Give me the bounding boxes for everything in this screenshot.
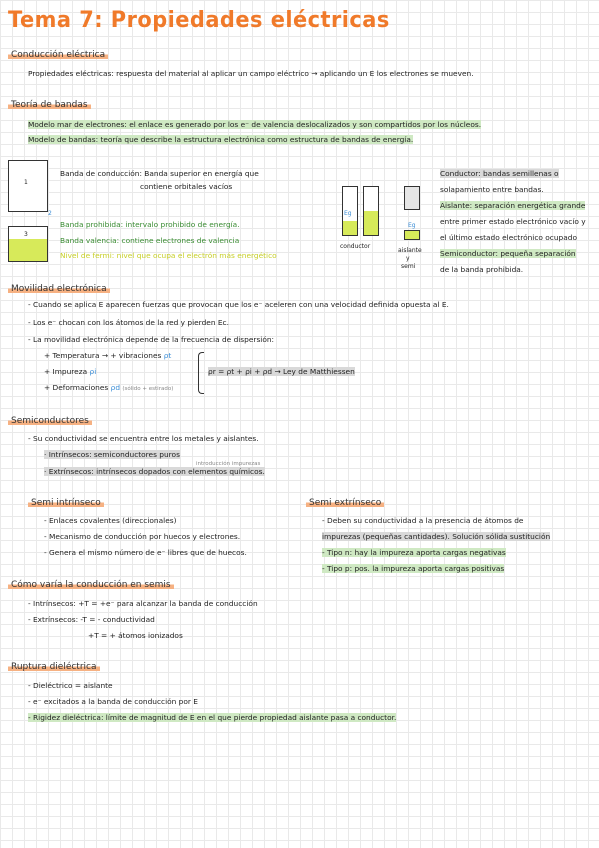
conductor-band-2-fill xyxy=(364,211,378,235)
intrinseco-line-1: - Enlaces covalentes (direccionales) xyxy=(44,516,177,525)
movilidad-line-3: - La movilidad electrónica depende de la frecuencia de dispersión: xyxy=(28,335,275,344)
label-semi: semi xyxy=(401,263,416,270)
extrinseco-line-2: impurezas (pequeñas cantidades). Solución sólida sustitución xyxy=(322,532,551,541)
bc-text: Banda de conducción: Banda superior en energía que xyxy=(60,169,259,178)
heading-semiconductores: Semiconductores xyxy=(8,416,92,426)
heading-movilidad: Movilidad electrónica xyxy=(8,284,110,294)
label-aislante: aislante xyxy=(398,247,422,254)
aislante-band-bottom xyxy=(404,230,420,240)
band-box-conduction xyxy=(8,160,48,212)
aislante-def-3: el último estado electrónico ocupado xyxy=(440,233,577,242)
ruptura-line-1: - Dieléctrico = aislante xyxy=(28,681,113,690)
valence-fill xyxy=(9,239,47,261)
semi-line-3: · Extrínsecos: intrínsecos dopados con elementos químicos. xyxy=(44,467,265,476)
matthiessen-law: ρr = ρt + ρi + ρd → Ley de Matthiessen xyxy=(208,367,355,376)
band-box-valence xyxy=(8,226,48,262)
band-box-label-1: 1 xyxy=(24,179,28,186)
semi-def-2: de la banda prohibida. xyxy=(440,265,524,274)
varia-line-2: - Extrínsecos: -T = - conductividad xyxy=(28,615,155,624)
conductor-def-2: solapamiento entre bandas. xyxy=(440,185,544,194)
bv-text: Banda valencia: contiene electrones de valencia xyxy=(60,236,240,245)
movilidad-item-deform: + Deformaciones ρd (sólido + estirado) xyxy=(44,383,174,392)
ruptura-line-3: - Rigidez dieléctrica: límite de magnitud de E en el que pierde propiedad aislante pasa a conductor. xyxy=(28,713,397,722)
label-conductor: conductor xyxy=(340,243,371,250)
bp-text: Banda prohibida: intervalo prohibido de energía. xyxy=(60,220,240,229)
aislante-def: Aislante: separación energética grande xyxy=(440,201,586,210)
varia-line-1: - Intrínsecos: +T = +e⁻ para alcanzar la banda de conducción xyxy=(28,599,258,608)
intrinseco-line-2: - Mecanismo de conducción por huecos y electrones. xyxy=(44,532,241,541)
movilidad-item-temp: + Temperatura → + vibraciones ρt xyxy=(44,351,172,360)
heading-bandas: Teoría de bandas xyxy=(8,100,91,110)
semi-note: introducción impurezas xyxy=(196,461,261,467)
extrinseco-line-1: - Deben su conductividad a la presencia de átomos de xyxy=(322,516,524,525)
conductor-def: Conductor: bandas semillenas o xyxy=(440,169,559,178)
conduccion-text: Propiedades eléctricas: respuesta del material al aplicar un campo eléctrico → aplicando un E los electrones se mueven. xyxy=(28,69,474,78)
movilidad-line-1: - Cuando se aplica E aparecen fuerzas que provocan que los e⁻ aceleren con una velocidad definida opuesta al E. xyxy=(28,300,449,309)
aislante-def-2: entre primer estado electrónico vacío y xyxy=(440,217,586,226)
extrinseco-line-4: - Tipo p: pos. la impureza aporta cargas positivas xyxy=(322,564,505,573)
conductor-band-2 xyxy=(363,186,379,236)
conductor-band-1-fill xyxy=(343,221,357,235)
movilidad-item-impureza: + Impureza ρi xyxy=(44,367,97,376)
aislante-band-top xyxy=(404,186,420,210)
band-box-label-3: 3 xyxy=(24,231,28,238)
movilidad-brace xyxy=(198,352,204,394)
bc-text-2: contiene orbitales vacíos xyxy=(140,182,233,191)
page-title: Tema 7: Propiedades eléctricas xyxy=(8,8,390,33)
ruptura-line-2: - e⁻ excitados a la banda de conducción por E xyxy=(28,697,198,706)
band-gap-mark: 2 xyxy=(48,210,52,217)
nf-text: Nivel de fermi: nivel que ocupa el electrón más energético xyxy=(60,251,277,260)
heading-ruptura: Ruptura dieléctrica xyxy=(8,662,100,672)
heading-conduccion: Conducción eléctrica xyxy=(8,50,108,60)
eg-label-1: Eg xyxy=(344,210,352,217)
eg-label-2: Eg xyxy=(408,222,416,229)
extrinseco-line-3: - Tipo n: hay la impureza aporta cargas negativas xyxy=(322,548,506,557)
modelo-bandas-text: Modelo de bandas: teoría que describe la estructura electrónica como estructura de bandas de energía. xyxy=(28,135,414,144)
semi-line-1: - Su conductividad se encuentra entre los metales y aislantes. xyxy=(28,434,259,443)
heading-como-varia: Cómo varía la conducción en semis xyxy=(8,580,174,590)
heading-semi-extrinseco: Semi extrínseco xyxy=(306,498,384,508)
semi-line-2: · Intrínsecos: semiconductores puros xyxy=(44,450,180,459)
semi-def: Semiconductor: pequeña separación xyxy=(440,249,576,258)
modelo-mar-text: Modelo mar de electrones: el enlace es generado por los e⁻ de valencia deslocalizados y son compartidos por los núcleos. xyxy=(28,120,482,129)
heading-semi-intrinseco: Semi intrínseco xyxy=(28,498,104,508)
varia-line-3: +T = + átomos ionizados xyxy=(88,631,183,640)
movilidad-line-2: - Los e⁻ chocan con los átomos de la red y pierden Ec. xyxy=(28,318,229,327)
intrinseco-line-3: - Genera el mismo número de e⁻ libres que de huecos. xyxy=(44,548,247,557)
label-y: y xyxy=(406,255,410,262)
